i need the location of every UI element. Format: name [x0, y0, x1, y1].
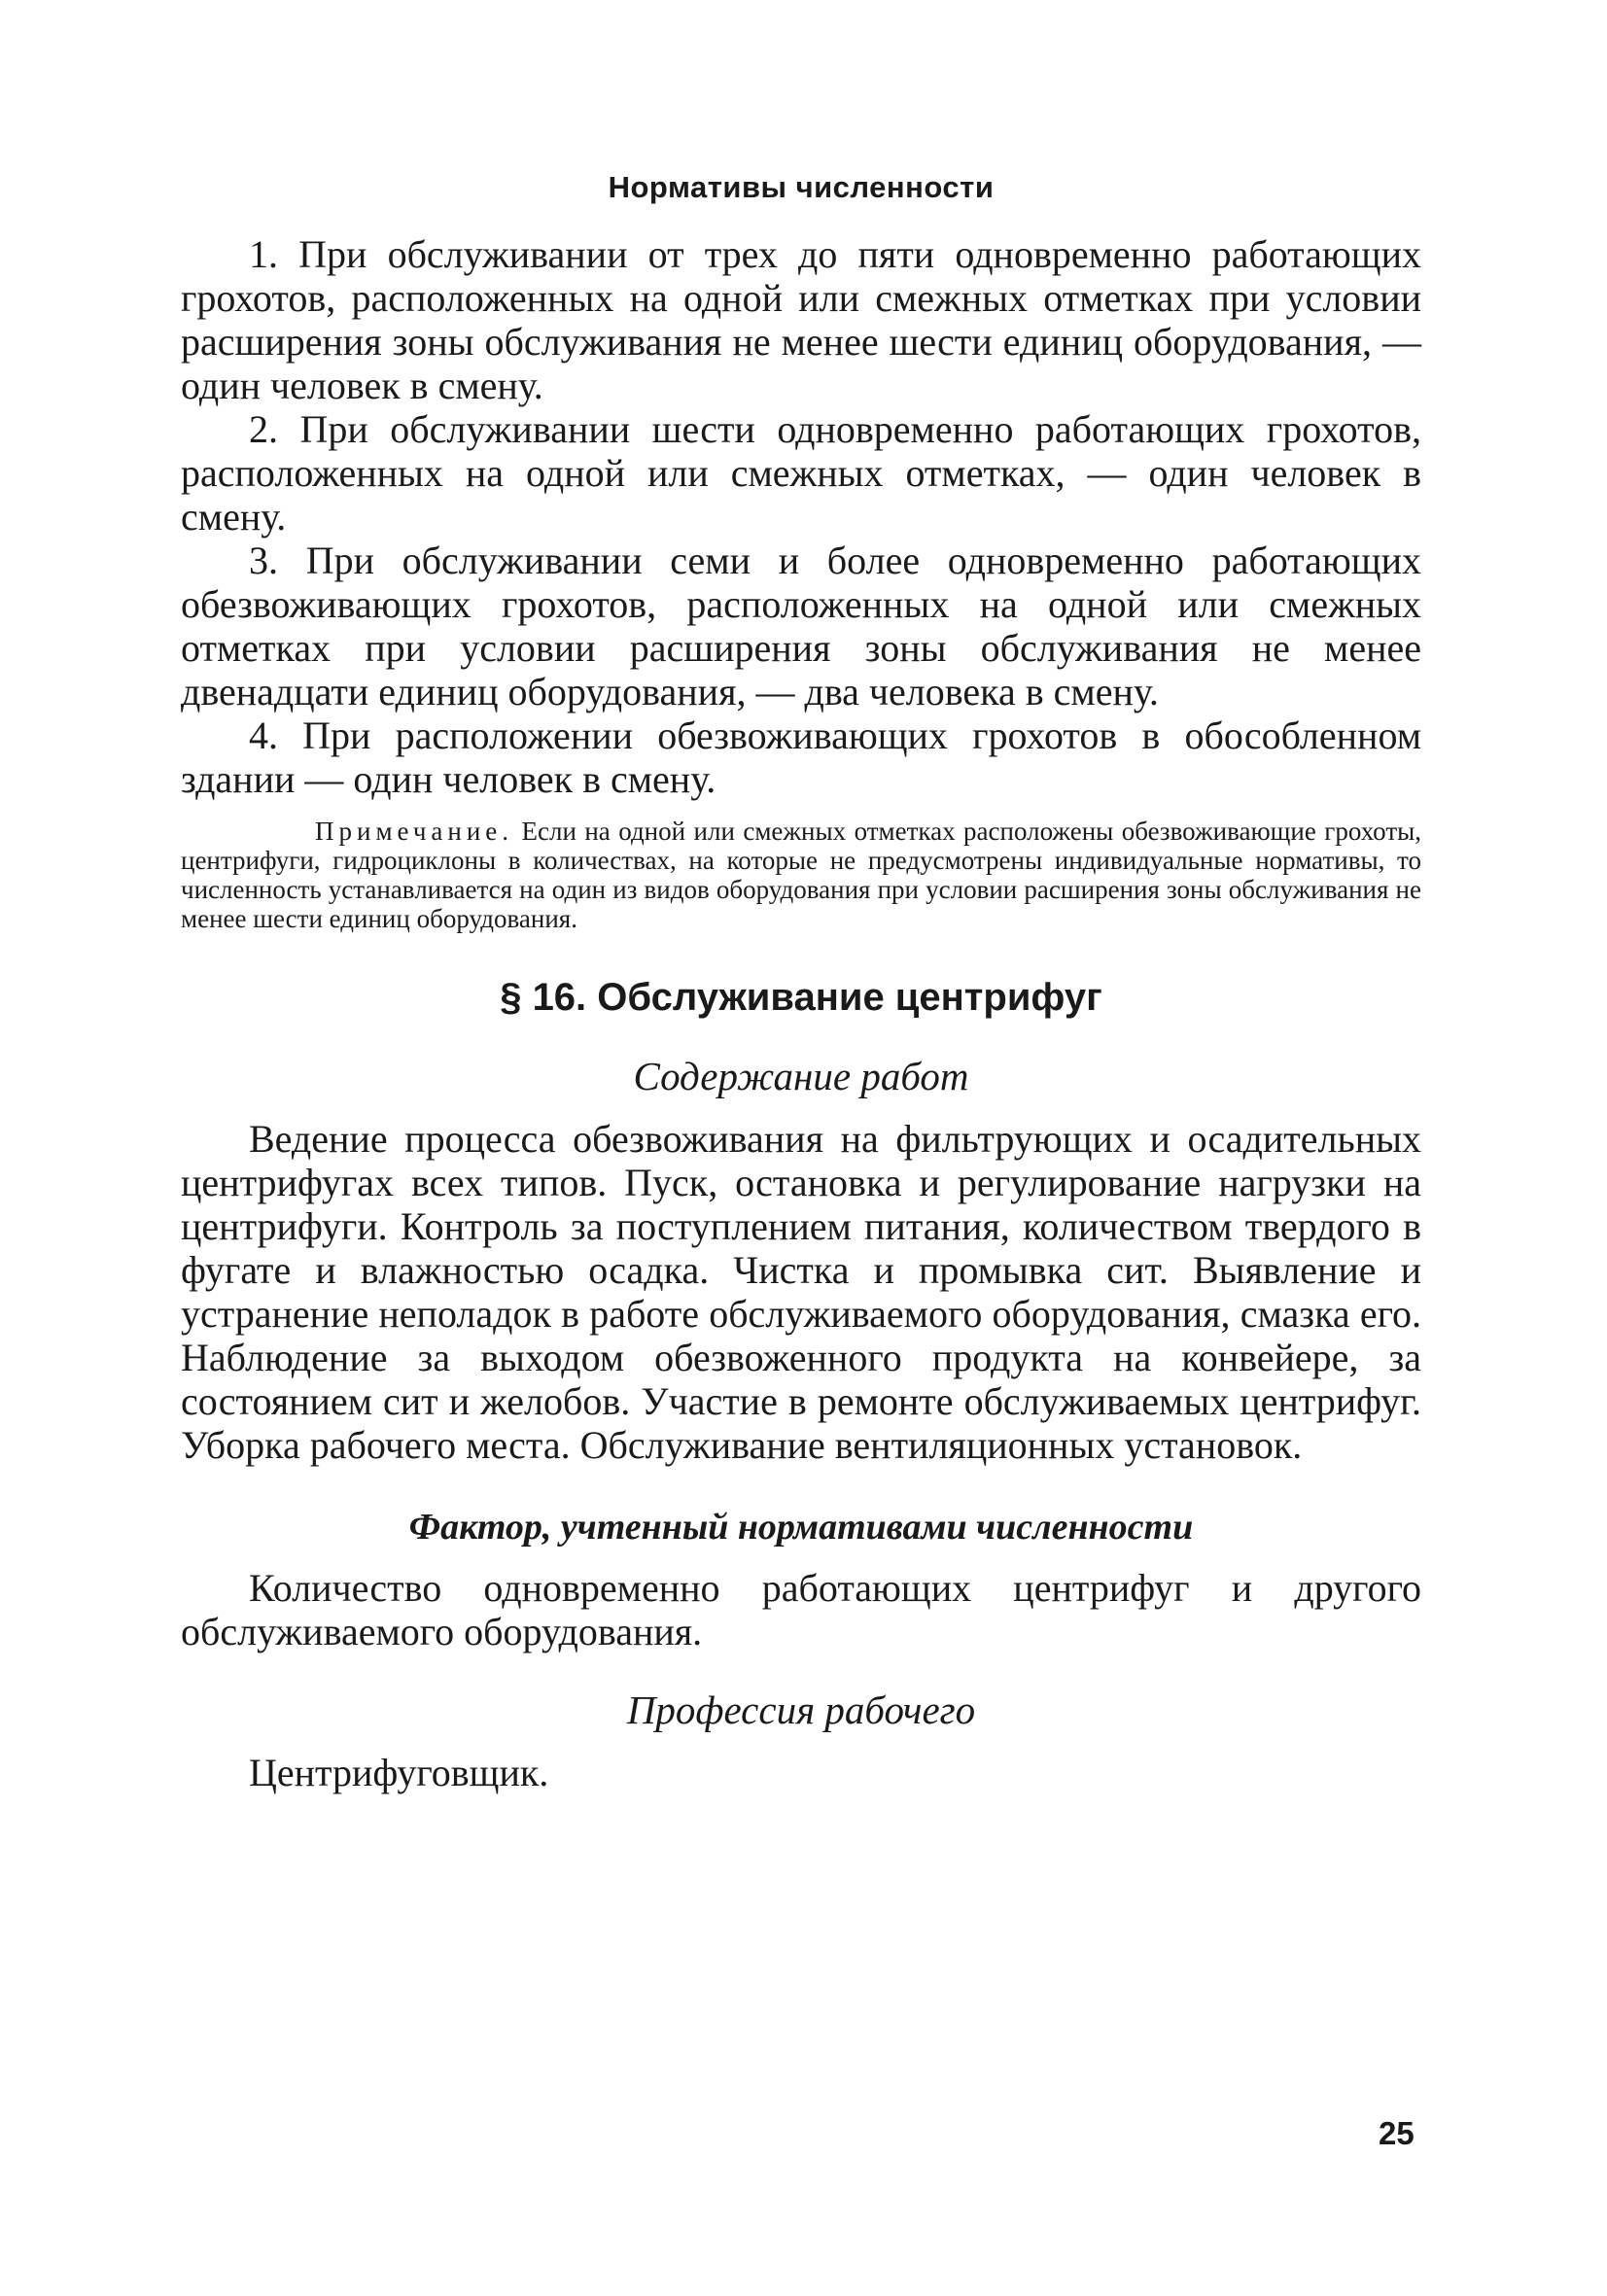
- norm-item-1: 1. При обслуживании от трех до пяти одновременно работающих грохотов, расположенных на одной или смежных отметках при условии расширения зоны обслуживания не менее шести единиц оборудования, — один человек в смену.: [181, 232, 1421, 407]
- page-number: 25: [1379, 2115, 1415, 2151]
- content-heading: Содержание работ: [633, 1054, 969, 1098]
- note-label: Примечание.: [315, 817, 514, 846]
- norm-item-4: 4. При расположении обезвоживающих грохотов в обособленном здании — один человек в смену.: [181, 713, 1421, 801]
- norm-item-2: 2. При обслуживании шести одновременно работающих грохотов, расположенных на одной или смежных отметках, — один человек в смену.: [181, 407, 1421, 539]
- factor-text: Количество одновременно работающих центрифуг и другого обслуживаемого оборудования.: [181, 1566, 1421, 1653]
- note: [181, 817, 1421, 933]
- note-text: Если на одной или смежных отметках расположены обезвоживающие грохоты, центрифуги, гидроциклоны в количествах, на которые не предусмотрены индивидуальные нормативы, то численность устанавливается на один из видов оборудования при условии расширения зоны обслуживания не менее шести единиц оборудования.: [181, 817, 1422, 933]
- profession-text: Центрифуговщик.: [249, 1751, 549, 1794]
- document-page: [181, 170, 1421, 1794]
- factor-heading: Фактор, учтенный нормативами численности: [408, 1507, 1194, 1548]
- norm-item-3: 3. При обслуживании семи и более одновременно работающих обезвоживающих грохотов, расположенных на одной или смежных отметках при условии расширения зоны обслуживания не менее двенадцати единиц оборудования, — два человека в смену.: [181, 539, 1421, 713]
- content-text: Ведение процесса обезвоживания на фильтрующих и осадительных центрифугах всех типов. Пуск, остановка и регулирование нагрузки на центрифуги. Контроль за поступлением питания, количеством твердого в фугате и влажностью осадка. Чистка и промывка сит. Выявление и устранение неполадок в работе обслуживаемого оборудования, смазка его. Наблюдение за выходом обезвоженного продукта на конвейере, за состоянием сит и желобов. Участие в ремонте обслуживаемых центрифуг. Уборка рабочего места. Обслуживание вентиляционных установок.: [181, 1117, 1421, 1467]
- norms-heading: Нормативы численности: [608, 170, 995, 204]
- profession-heading: Профессия рабочего: [626, 1687, 976, 1732]
- section-16-title: § 16. Обслуживание центрифуг: [500, 976, 1102, 1019]
